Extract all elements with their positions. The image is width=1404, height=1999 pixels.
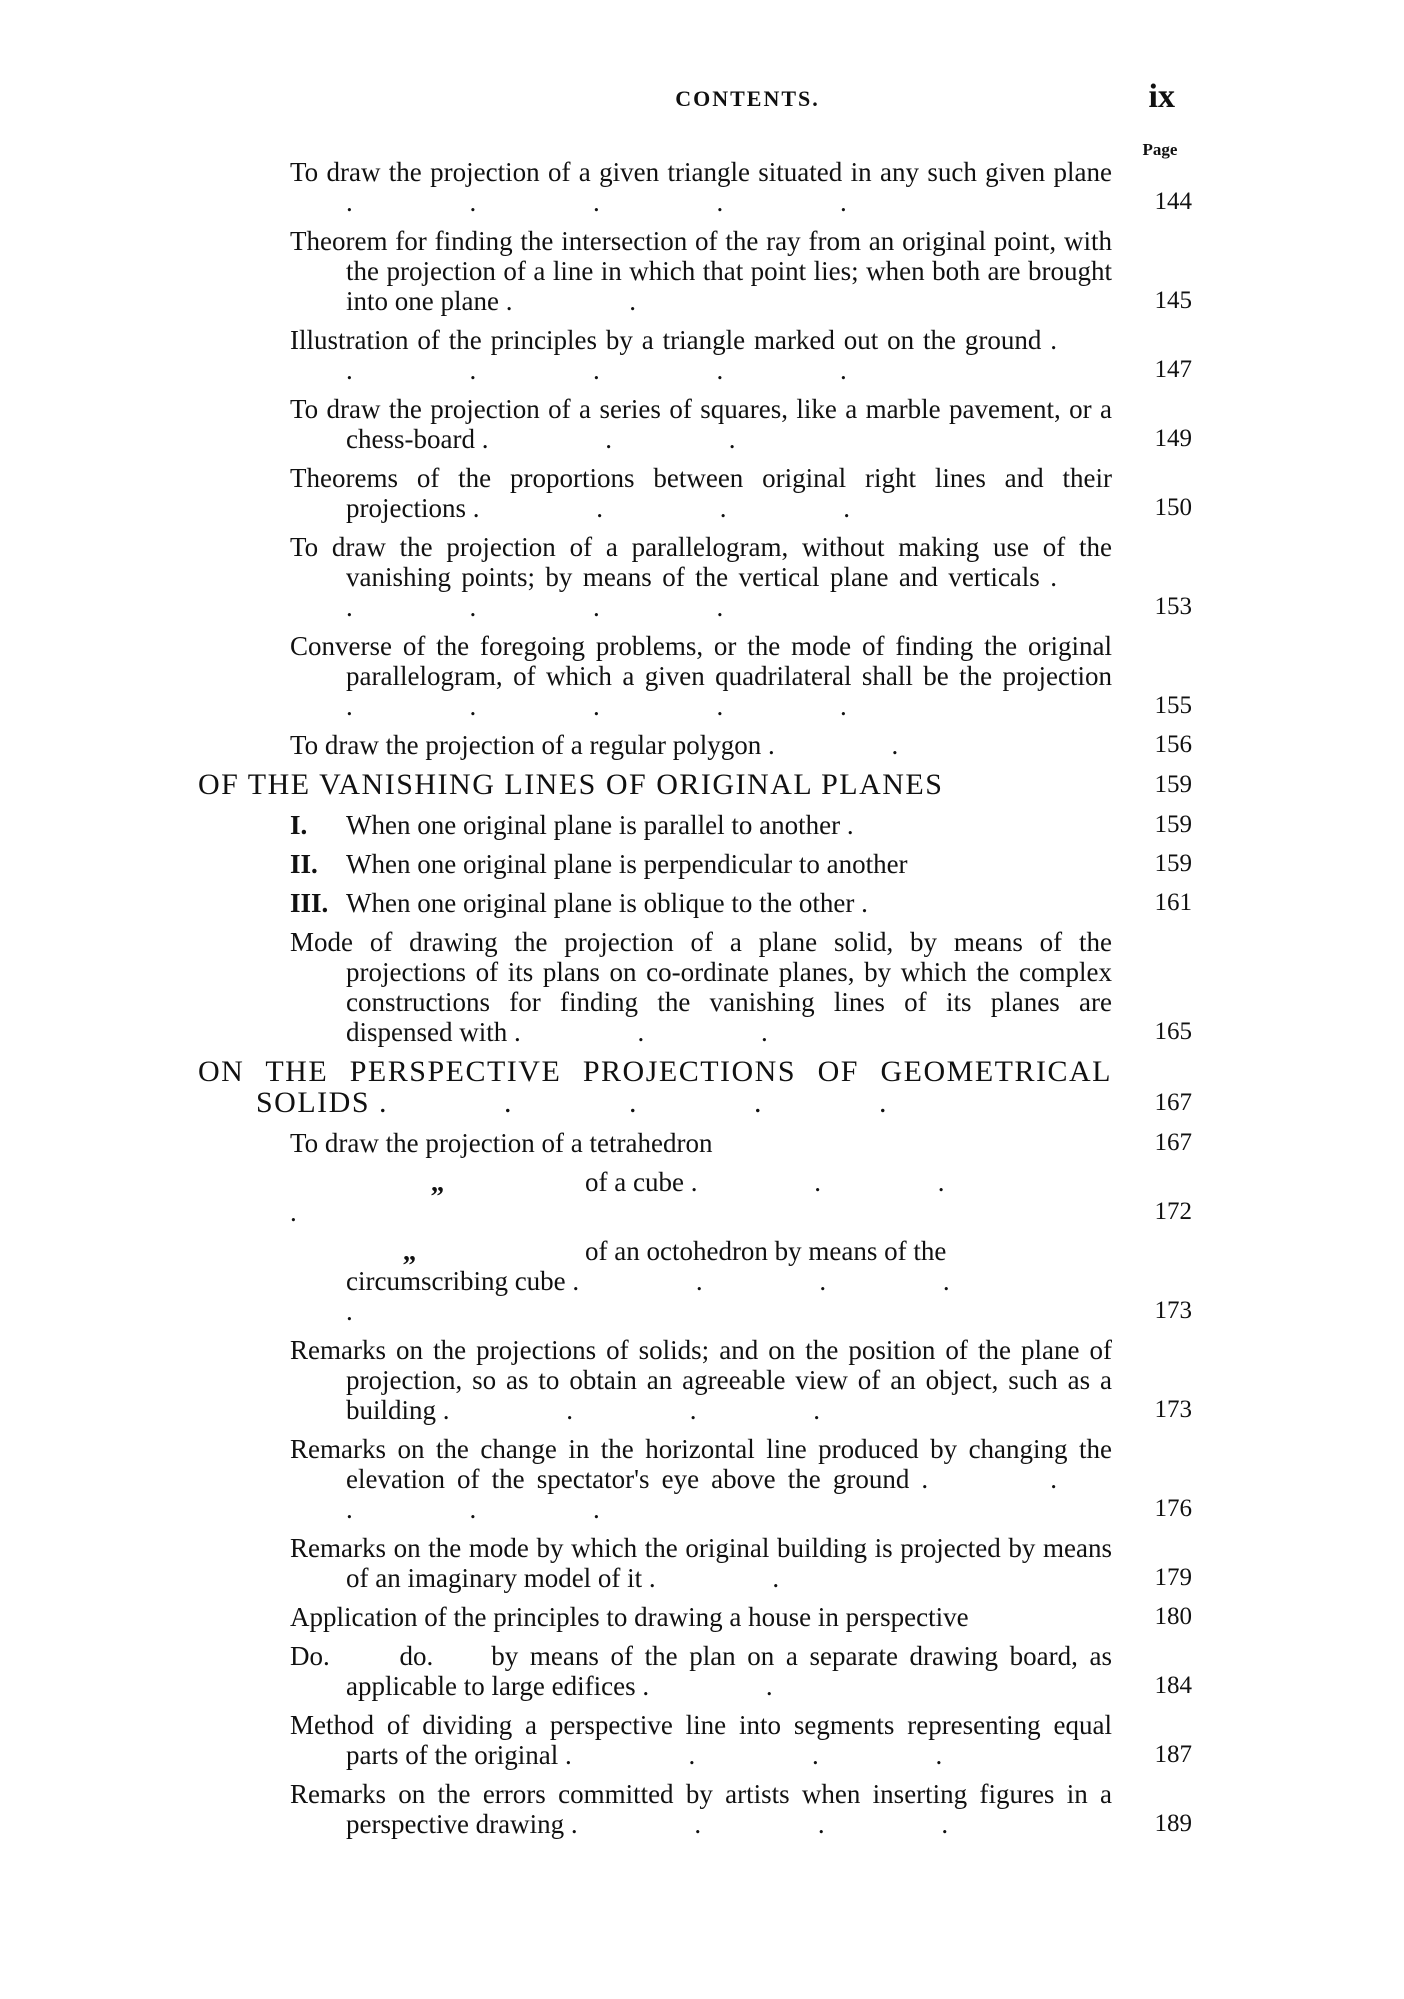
toc-page-number: 150: [1154, 494, 1192, 521]
toc-page-number: 187: [1154, 1741, 1192, 1768]
roman-numeral: III.: [290, 888, 329, 918]
toc-page-number: 184: [1154, 1672, 1192, 1699]
toc-entry: Remarks on the mode by which the original building is projected by means of an imaginary model of it . . 179: [290, 1533, 1192, 1593]
toc-page-number: 149: [1154, 425, 1192, 452]
ditto-mark: „: [430, 1167, 445, 1197]
toc-entry: I. When one original plane is parallel to another . 159: [290, 810, 1192, 840]
toc-entry: „ of an octohedron by means of the circumscribing cube . . . . . 173: [290, 1236, 1200, 1326]
toc-page-number: 159: [1154, 771, 1192, 798]
toc-page-number: 156: [1154, 731, 1192, 758]
toc-entry: To draw the projection of a series of squares, like a marble pavement, or a chess-board . . . 149: [290, 394, 1192, 454]
toc-page-number: 155: [1154, 692, 1192, 719]
toc-entry: Method of dividing a perspective line into segments representing equal parts of the original . . . . 187: [290, 1710, 1192, 1770]
toc-entry: Remarks on the change in the horizontal line produced by changing the elevation of the spectator's eye above the ground . . . . . 176: [290, 1434, 1192, 1524]
toc-page-number: 180: [1154, 1603, 1192, 1630]
toc-section-heading: OF THE VANISHING LINES OF ORIGINAL PLANES 159: [198, 768, 1192, 801]
table-of-contents: [198, 157, 1200, 1848]
toc-page-number: 173: [1154, 1297, 1192, 1324]
toc-page-number: 172: [1154, 1198, 1192, 1225]
toc-page-number: 153: [1154, 593, 1192, 620]
toc-page-number: 179: [1154, 1564, 1192, 1591]
page-number: ix: [1148, 78, 1175, 115]
toc-page-number: 165: [1154, 1018, 1192, 1045]
toc-entry: Do. do. by means of the plan on a separate drawing board, as applicable to large edifices . . 184: [290, 1641, 1192, 1701]
running-head: [290, 80, 1205, 120]
toc-page-number: 176: [1154, 1495, 1192, 1522]
toc-entry: To draw the projection of a given triangle situated in any such given plane . . . . . 144: [290, 157, 1192, 217]
toc-entry: To draw the projection of a tetrahedron 167: [290, 1128, 1192, 1158]
toc-entry: Theorems of the proportions between original right lines and their projections . . . . 150: [290, 463, 1192, 523]
toc-entry: Theorem for finding the intersection of the ray from an original point, with the projection of a line in which that point lies; when both are brought into one plane . . 145: [290, 226, 1192, 316]
toc-page-number: 159: [1154, 811, 1192, 838]
toc-entry: II. When one original plane is perpendicular to another 159: [290, 849, 1192, 879]
toc-entry: Remarks on the projections of solids; and on the position of the plane of projection, so as to obtain an agreeable view of an object, such as a building . . . . 173: [290, 1335, 1192, 1425]
toc-entry: To draw the projection of a regular polygon . . 156: [290, 730, 1192, 760]
toc-entry: Application of the principles to drawing a house in perspective 180: [290, 1602, 1192, 1632]
running-title: CONTENTS.: [675, 86, 820, 111]
toc-page-number: 145: [1154, 287, 1192, 314]
toc-page-number: 167: [1154, 1089, 1192, 1116]
toc-page-number: 173: [1154, 1396, 1192, 1423]
toc-page-number: 147: [1154, 356, 1192, 383]
page-column-label: Page: [1142, 140, 1178, 159]
toc-entry: Remarks on the errors committed by artists when inserting figures in a perspective drawing . . . . 189: [290, 1779, 1192, 1839]
ditto-mark: „: [402, 1236, 417, 1266]
toc-page-number: 159: [1154, 850, 1192, 877]
toc-page-number: 144: [1154, 188, 1192, 215]
toc-page-number: 161: [1154, 889, 1192, 916]
toc-entry: Mode of drawing the projection of a plane solid, by means of the projections of its plans on co-ordinate planes, by which the complex constructions for finding the vanishing lines of its planes are dispensed with . . . 165: [290, 927, 1192, 1047]
toc-entry: To draw the projection of a parallelogram, without making use of the vanishing points; by means of the vertical plane and verticals . . . . . 153: [290, 532, 1192, 622]
toc-entry: Illustration of the principles by a triangle marked out on the ground . . . . . . 147: [290, 325, 1192, 385]
toc-page-number: 167: [1154, 1129, 1192, 1156]
roman-numeral: I.: [290, 810, 308, 840]
toc-entry: III. When one original plane is oblique to the other . 161: [290, 888, 1192, 918]
toc-section-heading: ON THE PERSPECTIVE PROJECTIONS OF GEOMETRICAL SOLIDS . . . . . 167: [198, 1055, 1192, 1119]
roman-numeral: II.: [290, 849, 318, 879]
toc-entry: Converse of the foregoing problems, or the mode of finding the original parallelogram, of which a given quadrilateral shall be the projection . . . . . 155: [290, 631, 1192, 721]
toc-page-number: 189: [1154, 1810, 1192, 1837]
toc-entry: „ of a cube . . . . 172: [290, 1167, 1192, 1227]
